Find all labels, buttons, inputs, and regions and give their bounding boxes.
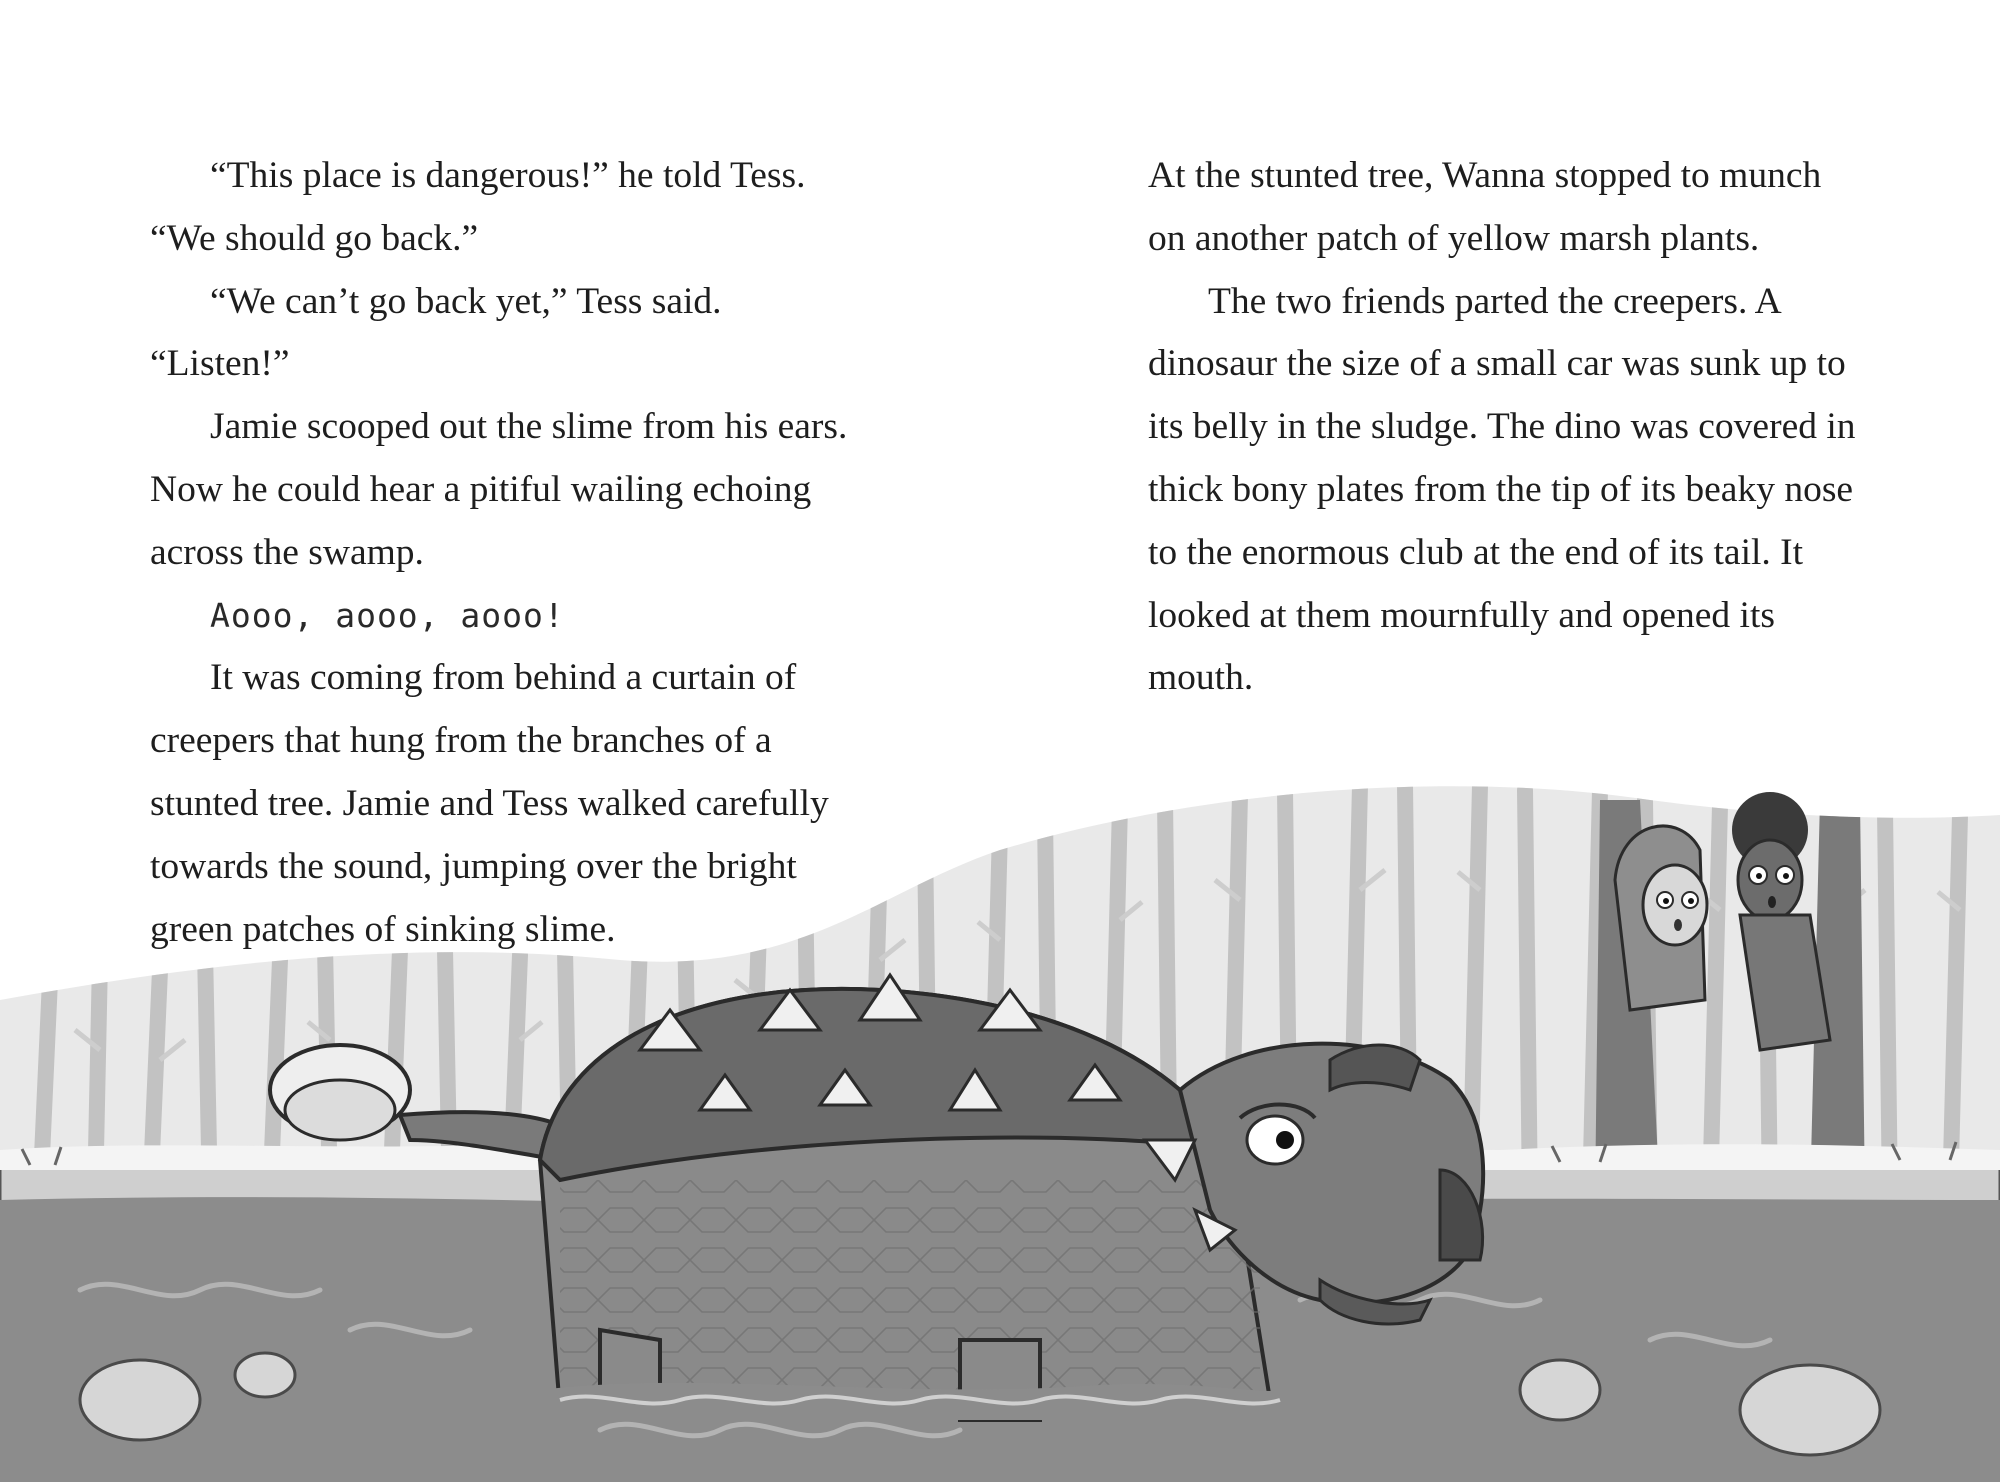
- left-page-text: [150, 145, 870, 961]
- paragraph: “This place is dangerous!” he told Tess. “We should go back.”: [150, 155, 806, 259]
- paragraph: Jamie scooped out the slime from his ears. Now he could hear a pitiful wailing echoing across the swamp.: [150, 406, 848, 573]
- wailing-sound-text: Aooo, aooo, aooo!: [210, 595, 565, 635]
- right-page-text: [1148, 145, 1868, 710]
- paragraph: At the stunted tree, Wanna stopped to munch on another patch of yellow marsh plants.: [1148, 155, 1822, 259]
- paragraph: The two friends parted the creepers. A dinosaur the size of a small car was sunk up to its belly in the sludge. The dino was covered in thick bony plates from the tip of its beaky nose to the enormous club at the end of its tail. It looked at them mournfully and opened its mouth.: [1148, 280, 1856, 699]
- paragraph: “We can’t go back yet,” Tess said. “Listen!”: [150, 280, 722, 385]
- girl-figure: [1615, 826, 1707, 1010]
- paragraph: It was coming from behind a curtain of creepers that hung from the branches of a stunted tree. Jamie and Tess walked carefully towards the sound, jumping over the bright green patches of sinking slime.: [150, 657, 829, 950]
